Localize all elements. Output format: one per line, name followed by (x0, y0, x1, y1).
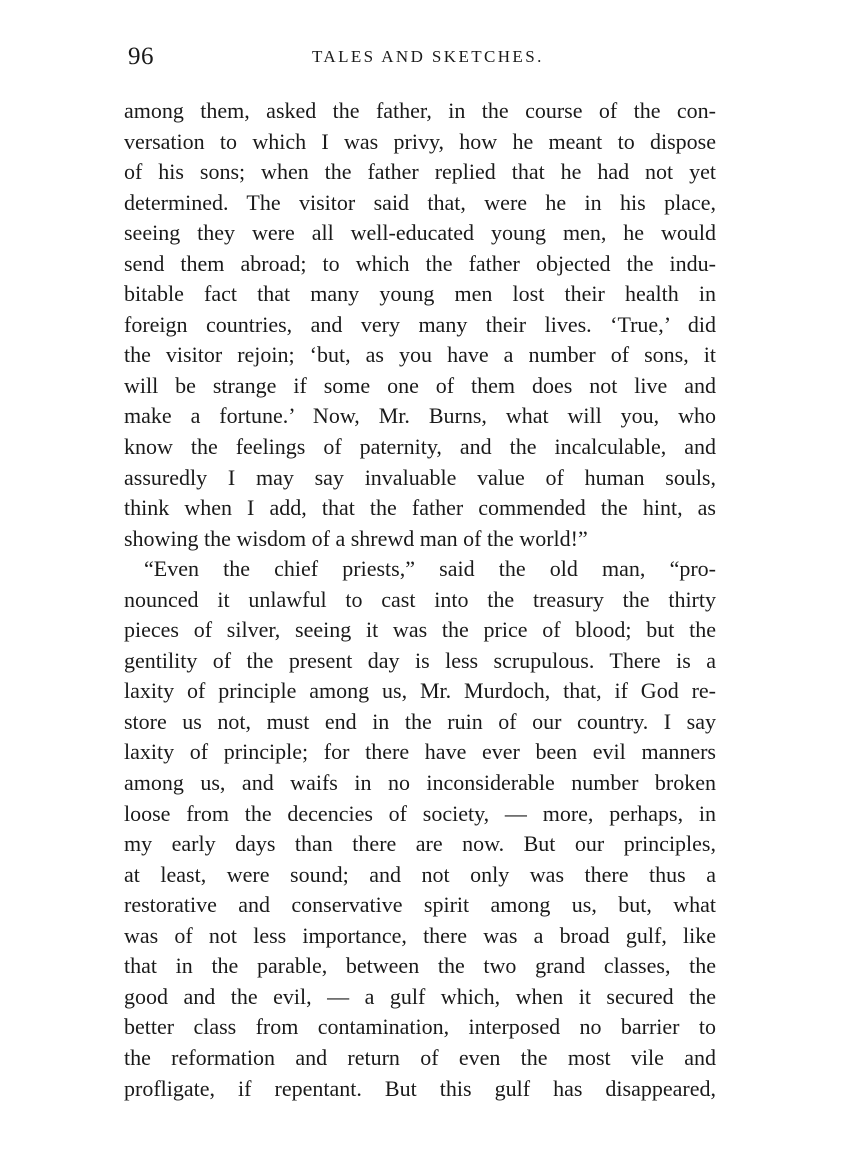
paragraph-end-line: showing the wisdom of a shrewd man of the world!” (124, 525, 588, 551)
text-line: determined. The visitor said that, were he in his place, (124, 189, 716, 215)
text-line: among them, asked the father, in the course of the con- (124, 98, 716, 123)
text-line: foreign countries, and very many their lives. ‘True,’ did (124, 311, 716, 337)
text-line: make a fortune.’ Now, Mr. Burns, what will you, who (124, 403, 716, 429)
text-line: among us, and waifs in no inconsiderable number broken (124, 770, 716, 796)
text-line: will be strange if some one of them does not live and (124, 372, 716, 398)
text-line: store us not, must end in the ruin of our country. I say (124, 708, 716, 734)
text-line: laxity of principle among us, Mr. Murdoch, that, if God re- (124, 678, 716, 704)
text-line: nounced it unlawful to cast into the treasury the thirty (124, 586, 716, 612)
text-line: send them abroad; to which the father objected the indu- (124, 250, 716, 276)
page-number: 96 (128, 43, 154, 70)
body-text (124, 96, 716, 1104)
text-line: my early days than there are now. But our principles, (124, 831, 716, 857)
text-line: at least, were sound; and not only was there thus a (124, 861, 716, 887)
text-line: of his sons; when the father replied that he had not yet (124, 159, 716, 185)
text-line: the visitor rejoin; ‘but, as you have a number of sons, it (124, 342, 716, 368)
text-line: that in the parable, between the two grand classes, the (124, 953, 716, 979)
text-line: know the feelings of paternity, and the incalculable, and (124, 434, 716, 460)
text-line: good and the evil, — a gulf which, when it secured the (124, 983, 716, 1009)
text-line: gentility of the present day is less scrupulous. There is a (124, 647, 716, 673)
running-title: TALES AND SKETCHES. (312, 47, 544, 66)
text-line: pieces of silver, seeing it was the price of blood; but the (124, 617, 716, 643)
text-line: bitable fact that many young men lost their health in (124, 281, 716, 307)
running-head (124, 40, 716, 74)
text-line: loose from the decencies of society, — more, perhaps, in (124, 800, 716, 826)
text-line: think when I add, that the father commended the hint, as (124, 495, 716, 521)
paragraph-start-line: “Even the chief priests,” said the old man, “pro- (144, 556, 716, 582)
text-line: assuredly I may say invaluable value of human souls, (124, 464, 716, 490)
text-line: the reformation and return of even the most vile and (124, 1044, 716, 1070)
text-line: seeing they were all well-educated young men, he would (124, 220, 716, 246)
text-line: restorative and conservative spirit among us, but, what (124, 892, 716, 918)
text-line: was of not less importance, there was a broad gulf, like (124, 922, 716, 948)
text-line: better class from contamination, interposed no barrier to (124, 1014, 716, 1040)
text-line: laxity of principle; for there have ever been evil manners (124, 739, 716, 765)
text-line: profligate, if repentant. But this gulf has disappeared, (124, 1075, 716, 1101)
text-line: versation to which I was privy, how he meant to dispose (124, 128, 716, 154)
